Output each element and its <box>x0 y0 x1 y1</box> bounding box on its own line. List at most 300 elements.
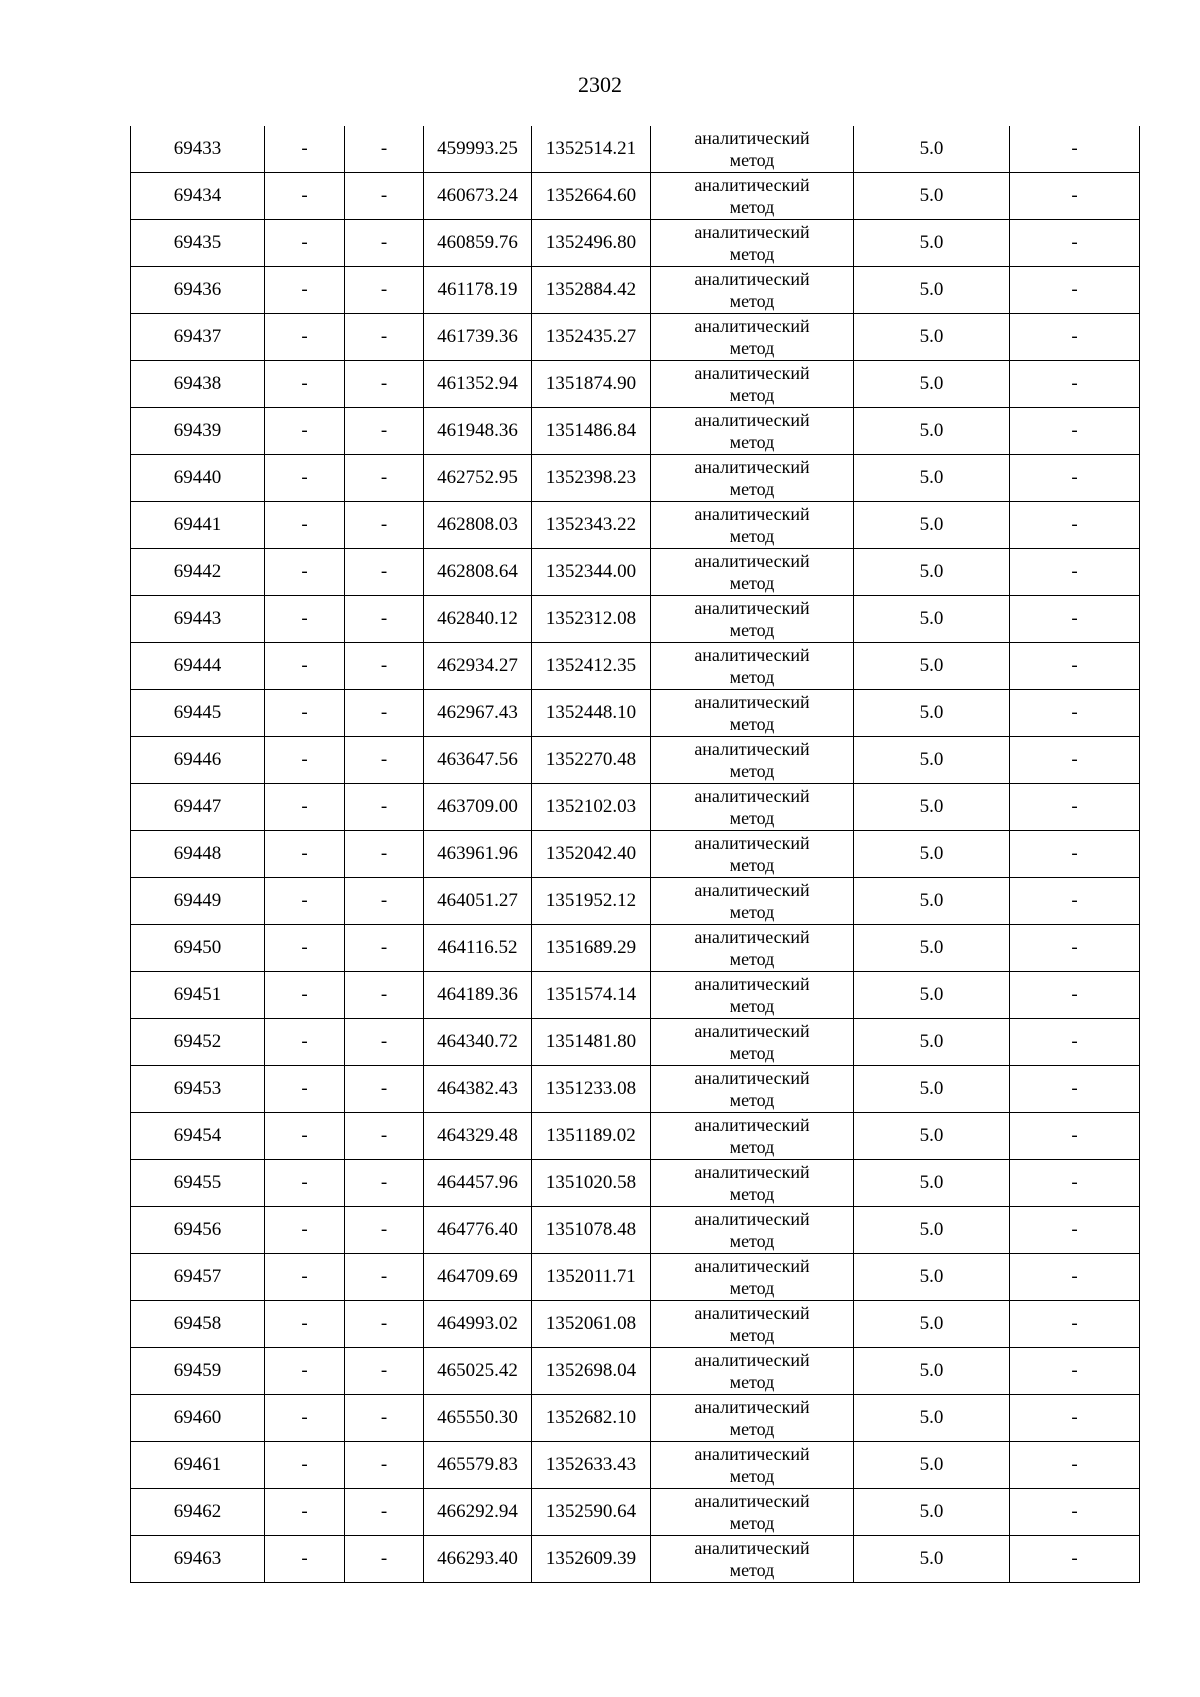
table-row <box>131 1019 1140 1066</box>
table-row <box>131 690 1140 737</box>
point-number-cell: 69452 <box>131 1019 265 1066</box>
x-coordinate-cell: 462840.12 <box>424 596 532 643</box>
y-coordinate-cell: 1352448.10 <box>532 690 651 737</box>
x-coordinate-cell: 466293.40 <box>424 1536 532 1583</box>
method-line-2: метод <box>729 902 775 922</box>
method-cell <box>651 831 854 878</box>
table-row <box>131 126 1140 173</box>
method-line-2: метод <box>729 1137 775 1157</box>
empty-cell-1: - <box>265 831 345 878</box>
method-cell <box>651 784 854 831</box>
y-coordinate-cell: 1352698.04 <box>532 1348 651 1395</box>
empty-cell-1: - <box>265 784 345 831</box>
method-line-2: метод <box>729 1466 775 1486</box>
method-line-1: аналитический <box>694 410 810 430</box>
method-cell <box>651 126 854 173</box>
accuracy-cell: 5.0 <box>854 1348 1010 1395</box>
method-line-2: метод <box>729 714 775 734</box>
method-line-1: аналитический <box>694 1209 810 1229</box>
method-line-2: метод <box>729 667 775 687</box>
x-coordinate-cell: 462808.64 <box>424 549 532 596</box>
point-number-cell: 69446 <box>131 737 265 784</box>
table-row <box>131 1442 1140 1489</box>
method-line-1: аналитический <box>694 598 810 618</box>
method-cell <box>651 972 854 1019</box>
method-line-1: аналитический <box>694 1021 810 1041</box>
empty-cell-2: - <box>345 784 424 831</box>
y-coordinate-cell: 1352682.10 <box>532 1395 651 1442</box>
x-coordinate-cell: 461739.36 <box>424 314 532 361</box>
accuracy-cell: 5.0 <box>854 220 1010 267</box>
empty-cell-3: - <box>1010 690 1140 737</box>
method-line-1: аналитический <box>694 880 810 900</box>
empty-cell-3: - <box>1010 361 1140 408</box>
table-row <box>131 1254 1140 1301</box>
accuracy-cell: 5.0 <box>854 1489 1010 1536</box>
empty-cell-3: - <box>1010 1066 1140 1113</box>
method-cell <box>651 549 854 596</box>
accuracy-cell: 5.0 <box>854 455 1010 502</box>
point-number-cell: 69436 <box>131 267 265 314</box>
point-number-cell: 69453 <box>131 1066 265 1113</box>
accuracy-cell: 5.0 <box>854 314 1010 361</box>
method-line-2: метод <box>729 338 775 358</box>
method-cell <box>651 408 854 455</box>
table-row <box>131 1348 1140 1395</box>
coordinates-table <box>130 126 1140 1583</box>
method-cell <box>651 220 854 267</box>
accuracy-cell: 5.0 <box>854 1442 1010 1489</box>
y-coordinate-cell: 1351020.58 <box>532 1160 651 1207</box>
accuracy-cell: 5.0 <box>854 972 1010 1019</box>
empty-cell-1: - <box>265 972 345 1019</box>
method-line-2: метод <box>729 150 775 170</box>
empty-cell-2: - <box>345 455 424 502</box>
accuracy-cell: 5.0 <box>854 408 1010 455</box>
method-line-1: аналитический <box>694 927 810 947</box>
empty-cell-1: - <box>265 1066 345 1113</box>
table-row <box>131 267 1140 314</box>
empty-cell-1: - <box>265 549 345 596</box>
y-coordinate-cell: 1352042.40 <box>532 831 651 878</box>
method-cell <box>651 925 854 972</box>
x-coordinate-cell: 461948.36 <box>424 408 532 455</box>
method-line-1: аналитический <box>694 645 810 665</box>
empty-cell-2: - <box>345 972 424 1019</box>
empty-cell-1: - <box>265 173 345 220</box>
point-number-cell: 69461 <box>131 1442 265 1489</box>
empty-cell-3: - <box>1010 549 1140 596</box>
x-coordinate-cell: 460673.24 <box>424 173 532 220</box>
method-line-1: аналитический <box>694 1256 810 1276</box>
method-cell <box>651 361 854 408</box>
empty-cell-3: - <box>1010 502 1140 549</box>
point-number-cell: 69444 <box>131 643 265 690</box>
table-row <box>131 502 1140 549</box>
empty-cell-1: - <box>265 737 345 784</box>
empty-cell-1: - <box>265 220 345 267</box>
empty-cell-1: - <box>265 267 345 314</box>
empty-cell-2: - <box>345 1395 424 1442</box>
table-row <box>131 925 1140 972</box>
method-cell <box>651 878 854 925</box>
table-row <box>131 1160 1140 1207</box>
empty-cell-2: - <box>345 220 424 267</box>
method-line-2: метод <box>729 479 775 499</box>
accuracy-cell: 5.0 <box>854 1395 1010 1442</box>
point-number-cell: 69438 <box>131 361 265 408</box>
method-line-1: аналитический <box>694 974 810 994</box>
method-cell <box>651 1536 854 1583</box>
method-cell <box>651 314 854 361</box>
empty-cell-1: - <box>265 408 345 455</box>
y-coordinate-cell: 1352514.21 <box>532 126 651 173</box>
empty-cell-1: - <box>265 1536 345 1583</box>
accuracy-cell: 5.0 <box>854 1019 1010 1066</box>
method-line-1: аналитический <box>694 457 810 477</box>
empty-cell-1: - <box>265 925 345 972</box>
table-row <box>131 878 1140 925</box>
table-row <box>131 643 1140 690</box>
table-row <box>131 314 1140 361</box>
y-coordinate-cell: 1351078.48 <box>532 1207 651 1254</box>
x-coordinate-cell: 459993.25 <box>424 126 532 173</box>
y-coordinate-cell: 1351481.80 <box>532 1019 651 1066</box>
y-coordinate-cell: 1352398.23 <box>532 455 651 502</box>
x-coordinate-cell: 465550.30 <box>424 1395 532 1442</box>
empty-cell-2: - <box>345 126 424 173</box>
empty-cell-1: - <box>265 643 345 690</box>
empty-cell-3: - <box>1010 1019 1140 1066</box>
empty-cell-3: - <box>1010 925 1140 972</box>
empty-cell-1: - <box>265 1207 345 1254</box>
method-line-2: метод <box>729 808 775 828</box>
method-line-2: метод <box>729 1231 775 1251</box>
y-coordinate-cell: 1352312.08 <box>532 596 651 643</box>
empty-cell-2: - <box>345 1489 424 1536</box>
x-coordinate-cell: 464382.43 <box>424 1066 532 1113</box>
empty-cell-3: - <box>1010 1489 1140 1536</box>
x-coordinate-cell: 464776.40 <box>424 1207 532 1254</box>
x-coordinate-cell: 463647.56 <box>424 737 532 784</box>
empty-cell-1: - <box>265 1160 345 1207</box>
empty-cell-2: - <box>345 831 424 878</box>
method-line-2: метод <box>729 1184 775 1204</box>
x-coordinate-cell: 465025.42 <box>424 1348 532 1395</box>
method-line-2: метод <box>729 526 775 546</box>
y-coordinate-cell: 1352664.60 <box>532 173 651 220</box>
accuracy-cell: 5.0 <box>854 878 1010 925</box>
x-coordinate-cell: 465579.83 <box>424 1442 532 1489</box>
point-number-cell: 69443 <box>131 596 265 643</box>
method-cell <box>651 1113 854 1160</box>
x-coordinate-cell: 466292.94 <box>424 1489 532 1536</box>
x-coordinate-cell: 463709.00 <box>424 784 532 831</box>
empty-cell-2: - <box>345 314 424 361</box>
table-row <box>131 455 1140 502</box>
method-line-1: аналитический <box>694 833 810 853</box>
method-line-1: аналитический <box>694 1303 810 1323</box>
table-row <box>131 361 1140 408</box>
x-coordinate-cell: 464993.02 <box>424 1301 532 1348</box>
point-number-cell: 69437 <box>131 314 265 361</box>
empty-cell-3: - <box>1010 314 1140 361</box>
method-line-1: аналитический <box>694 222 810 242</box>
table-row <box>131 408 1140 455</box>
method-cell <box>651 1301 854 1348</box>
method-line-2: метод <box>729 1513 775 1533</box>
point-number-cell: 69442 <box>131 549 265 596</box>
method-line-1: аналитический <box>694 1444 810 1464</box>
table-row <box>131 831 1140 878</box>
method-line-1: аналитический <box>694 1350 810 1370</box>
point-number-cell: 69450 <box>131 925 265 972</box>
point-number-cell: 69447 <box>131 784 265 831</box>
method-line-1: аналитический <box>694 739 810 759</box>
y-coordinate-cell: 1351189.02 <box>532 1113 651 1160</box>
accuracy-cell: 5.0 <box>854 925 1010 972</box>
table-row <box>131 784 1140 831</box>
table-row <box>131 1301 1140 1348</box>
method-line-2: метод <box>729 1043 775 1063</box>
empty-cell-3: - <box>1010 1442 1140 1489</box>
table-row <box>131 173 1140 220</box>
method-cell <box>651 1019 854 1066</box>
table-row <box>131 737 1140 784</box>
empty-cell-3: - <box>1010 1536 1140 1583</box>
empty-cell-3: - <box>1010 1348 1140 1395</box>
empty-cell-1: - <box>265 1442 345 1489</box>
accuracy-cell: 5.0 <box>854 831 1010 878</box>
y-coordinate-cell: 1352412.35 <box>532 643 651 690</box>
empty-cell-3: - <box>1010 1207 1140 1254</box>
point-number-cell: 69459 <box>131 1348 265 1395</box>
point-number-cell: 69462 <box>131 1489 265 1536</box>
empty-cell-3: - <box>1010 784 1140 831</box>
empty-cell-1: - <box>265 878 345 925</box>
method-line-1: аналитический <box>694 1115 810 1135</box>
method-line-2: метод <box>729 291 775 311</box>
y-coordinate-cell: 1351486.84 <box>532 408 651 455</box>
point-number-cell: 69455 <box>131 1160 265 1207</box>
x-coordinate-cell: 464329.48 <box>424 1113 532 1160</box>
x-coordinate-cell: 461352.94 <box>424 361 532 408</box>
empty-cell-1: - <box>265 361 345 408</box>
point-number-cell: 69441 <box>131 502 265 549</box>
empty-cell-3: - <box>1010 878 1140 925</box>
method-cell <box>651 596 854 643</box>
y-coordinate-cell: 1352633.43 <box>532 1442 651 1489</box>
y-coordinate-cell: 1352435.27 <box>532 314 651 361</box>
point-number-cell: 69439 <box>131 408 265 455</box>
empty-cell-1: - <box>265 1348 345 1395</box>
empty-cell-1: - <box>265 690 345 737</box>
method-cell <box>651 173 854 220</box>
empty-cell-3: - <box>1010 1301 1140 1348</box>
table-row <box>131 1113 1140 1160</box>
table-row <box>131 220 1140 267</box>
accuracy-cell: 5.0 <box>854 1536 1010 1583</box>
empty-cell-3: - <box>1010 408 1140 455</box>
accuracy-cell: 5.0 <box>854 1113 1010 1160</box>
empty-cell-2: - <box>345 1301 424 1348</box>
x-coordinate-cell: 462808.03 <box>424 502 532 549</box>
accuracy-cell: 5.0 <box>854 267 1010 314</box>
empty-cell-2: - <box>345 878 424 925</box>
empty-cell-2: - <box>345 1442 424 1489</box>
method-line-2: метод <box>729 432 775 452</box>
empty-cell-2: - <box>345 1254 424 1301</box>
method-line-1: аналитический <box>694 1068 810 1088</box>
x-coordinate-cell: 462752.95 <box>424 455 532 502</box>
point-number-cell: 69460 <box>131 1395 265 1442</box>
accuracy-cell: 5.0 <box>854 1301 1010 1348</box>
method-cell <box>651 1395 854 1442</box>
method-line-2: метод <box>729 1325 775 1345</box>
method-line-2: метод <box>729 949 775 969</box>
point-number-cell: 69457 <box>131 1254 265 1301</box>
point-number-cell: 69456 <box>131 1207 265 1254</box>
empty-cell-2: - <box>345 737 424 784</box>
x-coordinate-cell: 462967.43 <box>424 690 532 737</box>
empty-cell-2: - <box>345 361 424 408</box>
empty-cell-3: - <box>1010 126 1140 173</box>
y-coordinate-cell: 1351689.29 <box>532 925 651 972</box>
x-coordinate-cell: 461178.19 <box>424 267 532 314</box>
method-line-1: аналитический <box>694 692 810 712</box>
x-coordinate-cell: 464340.72 <box>424 1019 532 1066</box>
table-row <box>131 972 1140 1019</box>
method-line-2: метод <box>729 573 775 593</box>
method-cell <box>651 1160 854 1207</box>
accuracy-cell: 5.0 <box>854 1160 1010 1207</box>
empty-cell-1: - <box>265 1254 345 1301</box>
empty-cell-2: - <box>345 408 424 455</box>
accuracy-cell: 5.0 <box>854 643 1010 690</box>
method-line-1: аналитический <box>694 269 810 289</box>
x-coordinate-cell: 464189.36 <box>424 972 532 1019</box>
method-line-1: аналитический <box>694 786 810 806</box>
point-number-cell: 69448 <box>131 831 265 878</box>
method-line-2: метод <box>729 996 775 1016</box>
accuracy-cell: 5.0 <box>854 690 1010 737</box>
point-number-cell: 69445 <box>131 690 265 737</box>
empty-cell-3: - <box>1010 455 1140 502</box>
table-row <box>131 549 1140 596</box>
table-row <box>131 1489 1140 1536</box>
method-line-2: метод <box>729 244 775 264</box>
method-line-2: метод <box>729 197 775 217</box>
accuracy-cell: 5.0 <box>854 173 1010 220</box>
empty-cell-3: - <box>1010 173 1140 220</box>
y-coordinate-cell: 1352496.80 <box>532 220 651 267</box>
empty-cell-2: - <box>345 1536 424 1583</box>
x-coordinate-cell: 464709.69 <box>424 1254 532 1301</box>
x-coordinate-cell: 462934.27 <box>424 643 532 690</box>
empty-cell-2: - <box>345 549 424 596</box>
accuracy-cell: 5.0 <box>854 596 1010 643</box>
method-line-1: аналитический <box>694 1491 810 1511</box>
method-cell <box>651 455 854 502</box>
y-coordinate-cell: 1352344.00 <box>532 549 651 596</box>
table-body <box>131 126 1140 1583</box>
x-coordinate-cell: 464457.96 <box>424 1160 532 1207</box>
y-coordinate-cell: 1352343.22 <box>532 502 651 549</box>
y-coordinate-cell: 1351574.14 <box>532 972 651 1019</box>
point-number-cell: 69463 <box>131 1536 265 1583</box>
method-line-2: метод <box>729 385 775 405</box>
empty-cell-1: - <box>265 455 345 502</box>
point-number-cell: 69451 <box>131 972 265 1019</box>
y-coordinate-cell: 1352884.42 <box>532 267 651 314</box>
empty-cell-2: - <box>345 173 424 220</box>
empty-cell-1: - <box>265 126 345 173</box>
table-row <box>131 1207 1140 1254</box>
empty-cell-2: - <box>345 1348 424 1395</box>
y-coordinate-cell: 1351952.12 <box>532 878 651 925</box>
method-cell <box>651 267 854 314</box>
empty-cell-3: - <box>1010 972 1140 1019</box>
y-coordinate-cell: 1352590.64 <box>532 1489 651 1536</box>
method-line-2: метод <box>729 761 775 781</box>
accuracy-cell: 5.0 <box>854 1254 1010 1301</box>
accuracy-cell: 5.0 <box>854 361 1010 408</box>
x-coordinate-cell: 463961.96 <box>424 831 532 878</box>
y-coordinate-cell: 1351233.08 <box>532 1066 651 1113</box>
y-coordinate-cell: 1352102.03 <box>532 784 651 831</box>
table-row <box>131 596 1140 643</box>
y-coordinate-cell: 1351874.90 <box>532 361 651 408</box>
method-cell <box>651 1442 854 1489</box>
method-line-1: аналитический <box>694 363 810 383</box>
empty-cell-2: - <box>345 267 424 314</box>
empty-cell-1: - <box>265 1301 345 1348</box>
x-coordinate-cell: 460859.76 <box>424 220 532 267</box>
method-line-1: аналитический <box>694 175 810 195</box>
y-coordinate-cell: 1352270.48 <box>532 737 651 784</box>
method-line-2: метод <box>729 1560 775 1580</box>
method-line-2: метод <box>729 1419 775 1439</box>
y-coordinate-cell: 1352061.08 <box>532 1301 651 1348</box>
method-line-2: метод <box>729 1278 775 1298</box>
empty-cell-2: - <box>345 1066 424 1113</box>
table-row <box>131 1536 1140 1583</box>
empty-cell-3: - <box>1010 1160 1140 1207</box>
point-number-cell: 69435 <box>131 220 265 267</box>
empty-cell-3: - <box>1010 643 1140 690</box>
method-cell <box>651 1066 854 1113</box>
method-line-1: аналитический <box>694 551 810 571</box>
method-line-2: метод <box>729 855 775 875</box>
x-coordinate-cell: 464116.52 <box>424 925 532 972</box>
empty-cell-3: - <box>1010 596 1140 643</box>
empty-cell-3: - <box>1010 1113 1140 1160</box>
empty-cell-1: - <box>265 502 345 549</box>
accuracy-cell: 5.0 <box>854 1207 1010 1254</box>
page-number: 2302 <box>578 72 622 97</box>
empty-cell-3: - <box>1010 737 1140 784</box>
method-cell <box>651 737 854 784</box>
empty-cell-1: - <box>265 1395 345 1442</box>
empty-cell-2: - <box>345 643 424 690</box>
point-number-cell: 69434 <box>131 173 265 220</box>
method-line-1: аналитический <box>694 1162 810 1182</box>
empty-cell-2: - <box>345 690 424 737</box>
method-line-2: метод <box>729 1372 775 1392</box>
empty-cell-2: - <box>345 596 424 643</box>
empty-cell-1: - <box>265 314 345 361</box>
method-line-1: аналитический <box>694 1538 810 1558</box>
